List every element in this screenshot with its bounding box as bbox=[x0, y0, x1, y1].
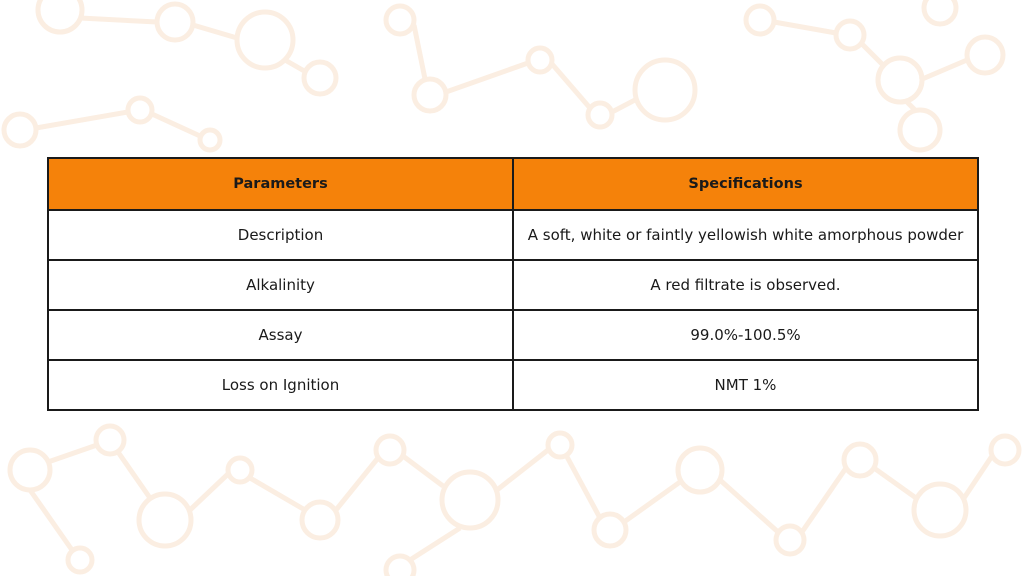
parameter-cell: Assay bbox=[48, 310, 513, 360]
parameter-cell: Description bbox=[48, 210, 513, 260]
specification-cell: 99.0%-100.5% bbox=[513, 310, 978, 360]
header-specifications: Specifications bbox=[513, 158, 978, 210]
parameter-cell: Loss on Ignition bbox=[48, 360, 513, 410]
specification-cell: NMT 1% bbox=[513, 360, 978, 410]
table-row bbox=[48, 210, 978, 260]
header-parameters: Parameters bbox=[48, 158, 513, 210]
table-row bbox=[48, 360, 978, 410]
parameter-cell: Alkalinity bbox=[48, 260, 513, 310]
specifications-table bbox=[47, 157, 979, 411]
table-header-row bbox=[48, 158, 978, 210]
table-row bbox=[48, 260, 978, 310]
table-row bbox=[48, 310, 978, 360]
specification-cell: A red filtrate is observed. bbox=[513, 260, 978, 310]
specification-cell: A soft, white or faintly yellowish white amorphous powder bbox=[513, 210, 978, 260]
